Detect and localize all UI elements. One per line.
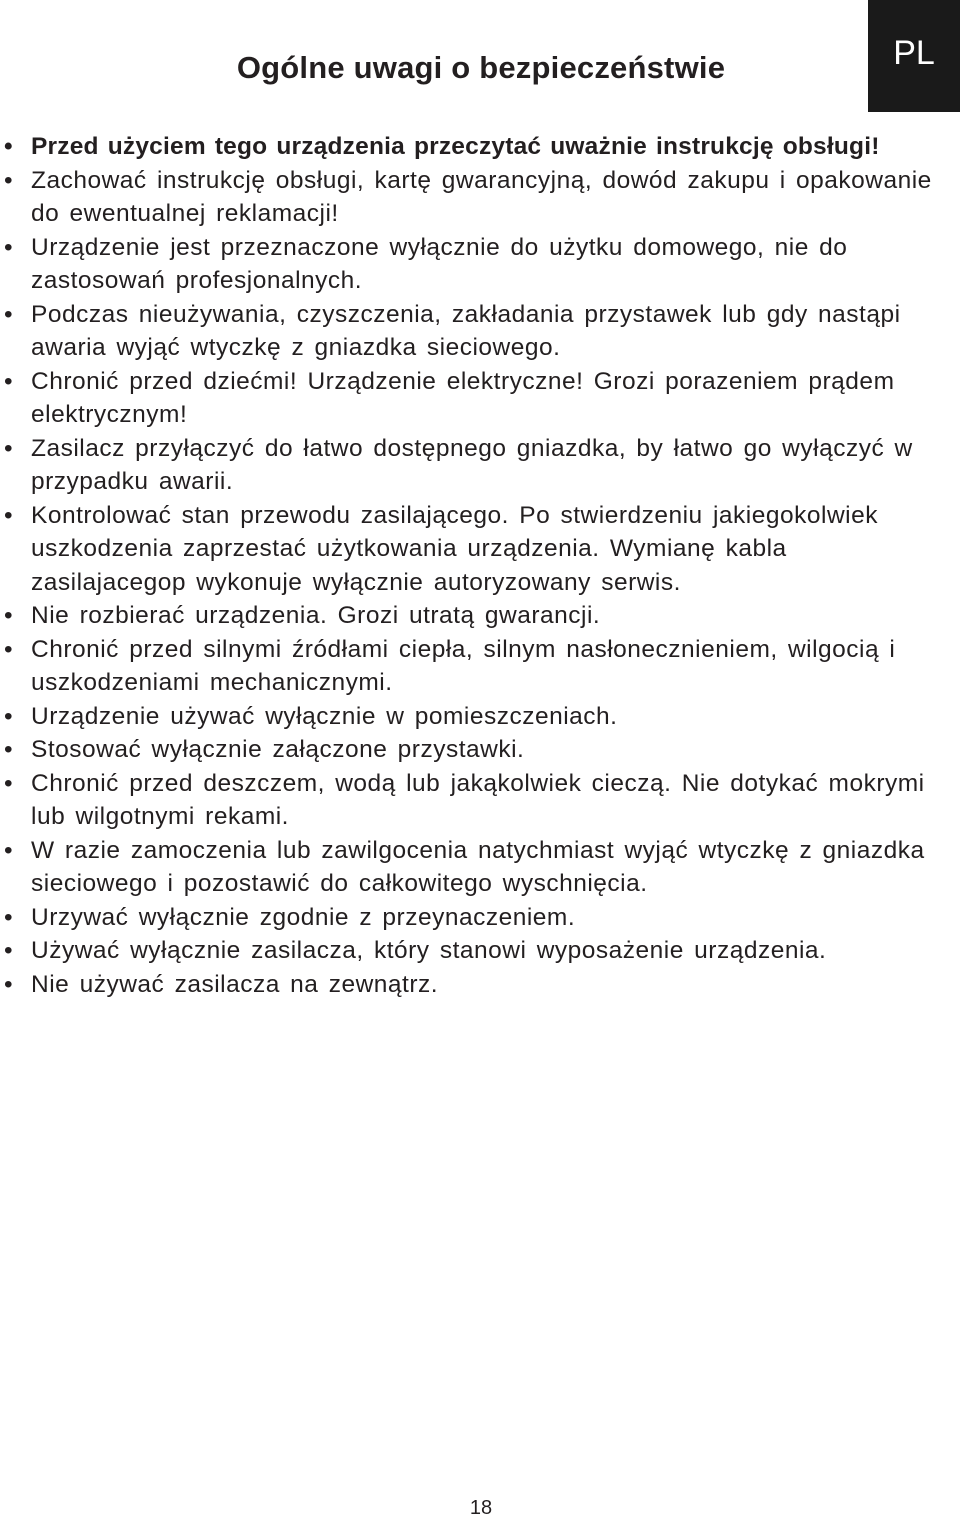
safety-note-text: Urzywać wyłącznie zgodnie z przeynaczeniem. [31, 903, 576, 931]
bullet-icon: • [4, 434, 14, 462]
language-tab: PL [868, 0, 960, 112]
bullet-icon: • [4, 702, 14, 730]
safety-note-text: Urządzenie używać wyłącznie w pomieszczeniach. [31, 702, 618, 730]
bullet-icon: • [4, 836, 14, 864]
bullet-icon: • [4, 937, 14, 964]
safety-note [0, 767, 960, 834]
safety-note-text: Kontrolować stan przewodu zasilającego. Po stwierdzeniu jakiegokolwiek uszkodzenia zaprzestać użytkowania urządzenia. Wymianę kabla zasilajacegop wykonuje wyłącznie autoryzowany serwis. [31, 501, 878, 596]
safety-note-text: Zasilacz przyłączyć do łatwo dostępnego gniazdka, by łatwo go wyłączyć w przypadku awarii. [31, 434, 913, 495]
bullet-icon: • [4, 133, 13, 160]
safety-note-text: Nie rozbierać urządzenia. Grozi utratą gwarancji. [31, 602, 601, 629]
page-title: Ogólne uwagi o bezpieczeństwie [236, 50, 726, 85]
safety-note [0, 298, 960, 365]
safety-note-text: Używać wyłącznie zasilacza, który stanowi wyposażenie urządzenia. [31, 937, 827, 964]
safety-note-text: Chronić przed silnymi źródłami ciepła, silnym nasłonecznieniem, wilgocią i uszkodzeniami mechanicznymi. [31, 635, 896, 696]
safety-note [0, 733, 960, 767]
safety-note-text: Podczas nieużywania, czyszczenia, zakładania przystawek lub gdy nastąpi awaria wyjąć wtyczkę z gniazdka sieciowego. [31, 300, 901, 361]
safety-note [0, 934, 960, 968]
safety-note [0, 968, 960, 1002]
safety-note [0, 365, 960, 432]
safety-note-text: Chronić przed dziećmi! Urządzenie elektryczne! Grozi porazeniem prądem elektrycznym! [31, 367, 895, 428]
safety-note [0, 901, 960, 935]
bullet-icon: • [4, 166, 14, 194]
safety-note [0, 231, 960, 298]
bullet-icon: • [4, 736, 14, 763]
bullet-icon: • [4, 367, 14, 395]
safety-note [0, 633, 960, 700]
safety-note-text: Stosować wyłącznie załączone przystawki. [31, 736, 525, 763]
bullet-icon: • [4, 602, 14, 629]
safety-note [0, 834, 960, 901]
bullet-icon: • [4, 769, 14, 797]
safety-note-text: Urządzenie jest przeznaczone wyłącznie do użytku domowego, nie do zastosowań profesjonalnych. [31, 233, 848, 294]
bullet-icon: • [4, 233, 14, 261]
safety-note-text: W razie zamoczenia lub zawilgocenia natychmiast wyjąć wtyczkę z gniazdka sieciowego i pozostawić do całkowitego wyschnięcia. [31, 836, 925, 897]
safety-note-text: Zachować instrukcję obsługi, kartę gwarancyjną, dowód zakupu i opakowanie do ewentualnej reklamacji! [31, 166, 932, 227]
bullet-icon: • [4, 501, 14, 529]
bullet-icon: • [4, 903, 14, 931]
safety-notes-list [0, 130, 960, 1001]
safety-note [0, 599, 960, 633]
safety-note-text: Przed użyciem tego urządzenia przeczytać uważnie instrukcję obsługi! [31, 133, 880, 160]
safety-note [0, 164, 960, 231]
bullet-icon: • [4, 300, 14, 328]
safety-note [0, 432, 960, 499]
safety-note [0, 700, 960, 734]
safety-note-text: Nie używać zasilacza na zewnątrz. [31, 970, 439, 998]
page-number: 18 [469, 1497, 493, 1519]
safety-note-text: Chronić przed deszczem, wodą lub jakąkolwiek cieczą. Nie dotykać mokrymi lub wilgotnymi rekami. [31, 769, 925, 830]
bullet-icon: • [4, 635, 14, 663]
safety-note [0, 130, 960, 164]
safety-note [0, 499, 960, 600]
bullet-icon: • [4, 970, 14, 998]
